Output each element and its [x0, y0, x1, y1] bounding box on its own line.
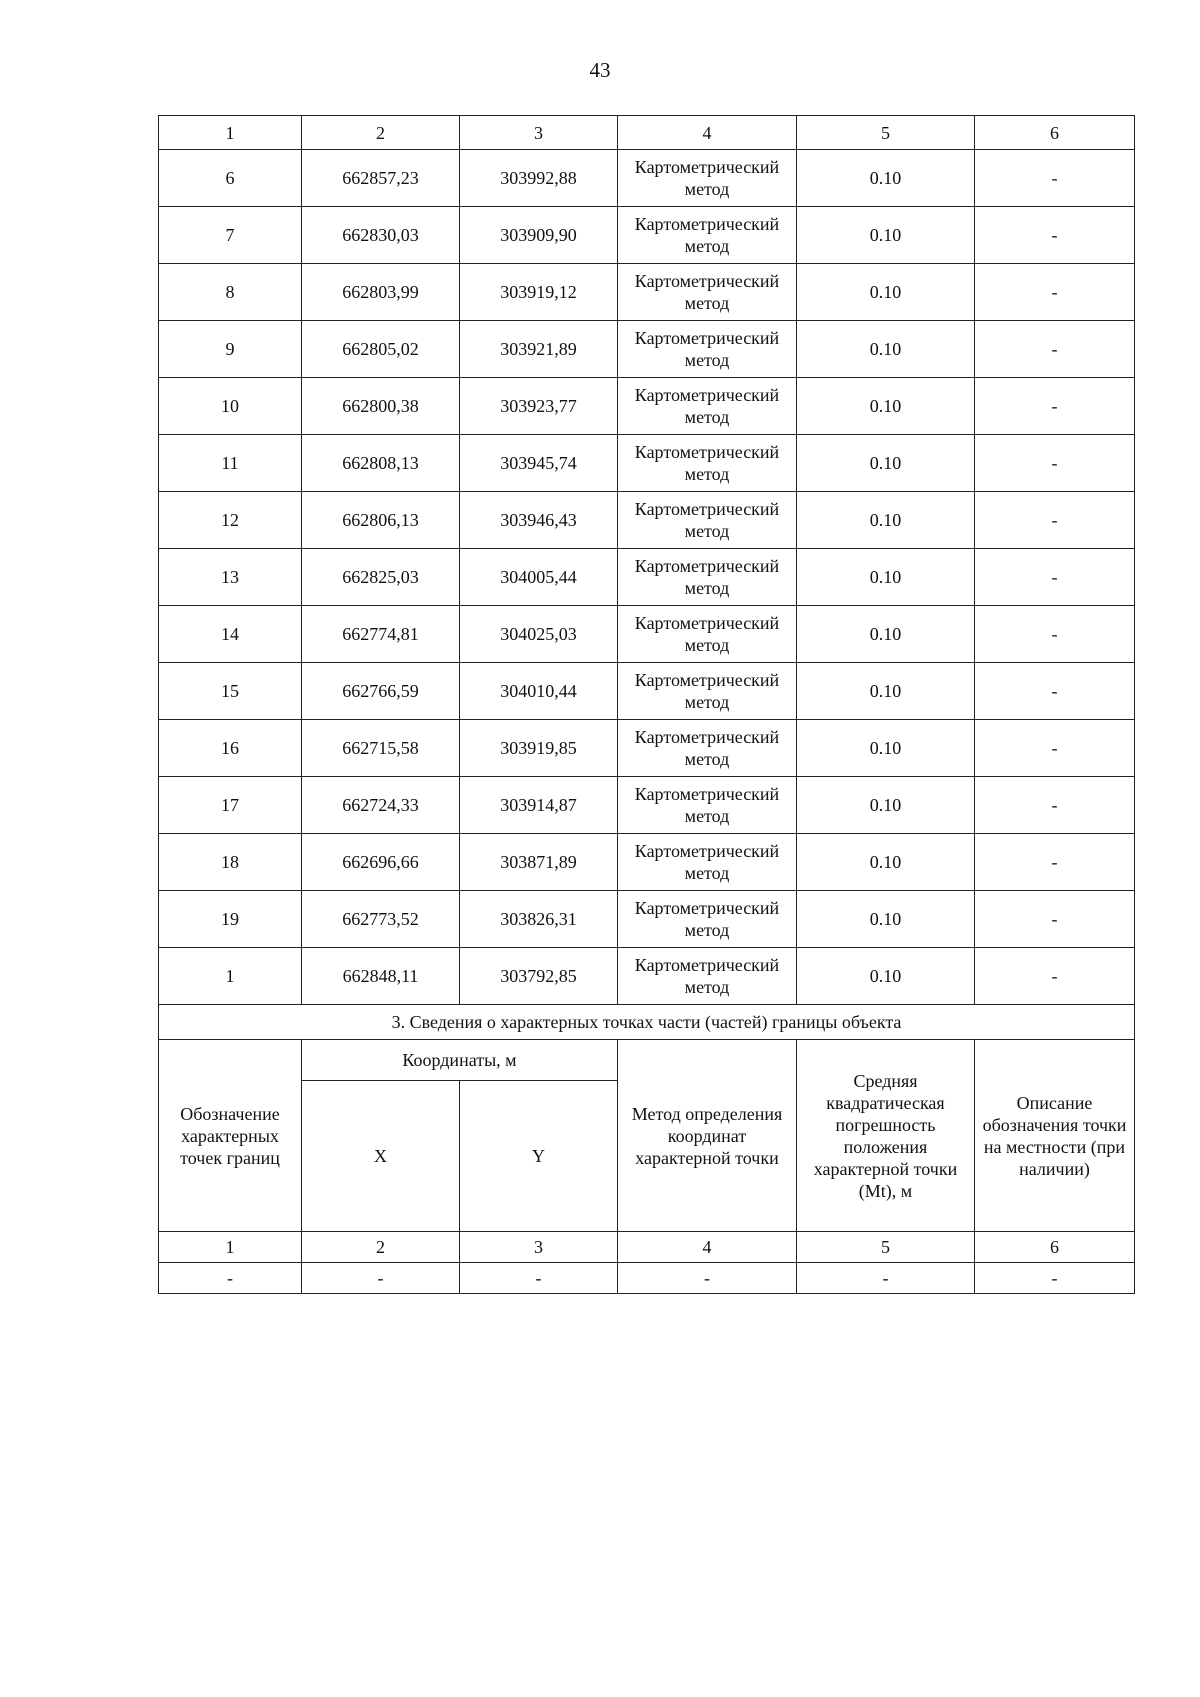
header-x: X [302, 1081, 460, 1232]
section3-title: 3. Сведения о характерных точках части (частей) границы объекта [159, 1005, 1135, 1040]
x-coordinate-cell: 662857,23 [302, 150, 460, 207]
accuracy-cell: 0.10 [797, 492, 975, 549]
accuracy-cell: 0.10 [797, 834, 975, 891]
x-coordinate-cell: 662773,52 [302, 891, 460, 948]
section3-header-row [159, 1040, 1135, 1081]
point-number-cell: 17 [159, 777, 302, 834]
column-number: 3 [460, 116, 618, 150]
page-number: 43 [589, 58, 611, 82]
table-row [159, 720, 1135, 777]
point-number-cell: 18 [159, 834, 302, 891]
y-coordinate-cell: 304010,44 [460, 663, 618, 720]
accuracy-cell: 0.10 [797, 378, 975, 435]
y-coordinate-cell: 304005,44 [460, 549, 618, 606]
point-number-cell: 14 [159, 606, 302, 663]
description-cell: - [975, 720, 1135, 777]
description-cell: - [975, 948, 1135, 1005]
x-coordinate-cell: 662830,03 [302, 207, 460, 264]
method-cell: Картометрический метод [618, 891, 797, 948]
section3-body [159, 1005, 1135, 1294]
header-description: Описание обозначения точки на местности (при наличии) [975, 1040, 1135, 1232]
description-cell: - [975, 777, 1135, 834]
accuracy-cell: 0.10 [797, 264, 975, 321]
y-coordinate-cell: 303946,43 [460, 492, 618, 549]
table-row [159, 606, 1135, 663]
point-number-cell: 15 [159, 663, 302, 720]
description-cell: - [975, 891, 1135, 948]
y-coordinate-cell: 303826,31 [460, 891, 618, 948]
table-row [159, 834, 1135, 891]
y-coordinate-cell: 303909,90 [460, 207, 618, 264]
x-coordinate-cell: 662774,81 [302, 606, 460, 663]
column-number: 1 [159, 116, 302, 150]
accuracy-cell: 0.10 [797, 663, 975, 720]
y-coordinate-cell: 303919,12 [460, 264, 618, 321]
method-cell: Картометрический метод [618, 948, 797, 1005]
description-cell: - [975, 150, 1135, 207]
method-cell: Картометрический метод [618, 150, 797, 207]
column-number: 6 [975, 1232, 1135, 1263]
description-cell: - [975, 264, 1135, 321]
method-cell: Картометрический метод [618, 720, 797, 777]
section3-empty-row [159, 1263, 1135, 1294]
column-number: 1 [159, 1232, 302, 1263]
x-coordinate-cell: 662848,11 [302, 948, 460, 1005]
header-y: Y [460, 1081, 618, 1232]
table-row [159, 435, 1135, 492]
x-coordinate-cell: 662803,99 [302, 264, 460, 321]
column-number: 4 [618, 1232, 797, 1263]
accuracy-cell: 0.10 [797, 891, 975, 948]
accuracy-cell: 0.10 [797, 948, 975, 1005]
column-number: 6 [975, 116, 1135, 150]
accuracy-cell: 0.10 [797, 207, 975, 264]
method-cell: Картометрический метод [618, 663, 797, 720]
point-number-cell: 10 [159, 378, 302, 435]
column-number: 2 [302, 116, 460, 150]
empty-cell: - [302, 1263, 460, 1294]
table-row [159, 948, 1135, 1005]
empty-cell: - [159, 1263, 302, 1294]
method-cell: Картометрический метод [618, 492, 797, 549]
accuracy-cell: 0.10 [797, 720, 975, 777]
x-coordinate-cell: 662808,13 [302, 435, 460, 492]
y-coordinate-cell: 303871,89 [460, 834, 618, 891]
column-number: 5 [797, 1232, 975, 1263]
point-number-cell: 6 [159, 150, 302, 207]
description-cell: - [975, 321, 1135, 378]
y-coordinate-cell: 303923,77 [460, 378, 618, 435]
y-coordinate-cell: 303921,89 [460, 321, 618, 378]
point-number-cell: 9 [159, 321, 302, 378]
x-coordinate-cell: 662766,59 [302, 663, 460, 720]
empty-cell: - [797, 1263, 975, 1294]
x-coordinate-cell: 662724,33 [302, 777, 460, 834]
method-cell: Картометрический метод [618, 264, 797, 321]
table-row [159, 663, 1135, 720]
description-cell: - [975, 549, 1135, 606]
point-number-cell: 19 [159, 891, 302, 948]
accuracy-cell: 0.10 [797, 150, 975, 207]
y-coordinate-cell: 303945,74 [460, 435, 618, 492]
y-coordinate-cell: 303914,87 [460, 777, 618, 834]
header-method: Метод определения координат характерной точки [618, 1040, 797, 1232]
description-cell: - [975, 207, 1135, 264]
boundary-points-table [158, 115, 1135, 1294]
x-coordinate-cell: 662805,02 [302, 321, 460, 378]
header-point-designation: Обозначение характерных точек границ [159, 1040, 302, 1232]
x-coordinate-cell: 662800,38 [302, 378, 460, 435]
column-number: 5 [797, 116, 975, 150]
table-row [159, 549, 1135, 606]
description-cell: - [975, 663, 1135, 720]
point-number-cell: 8 [159, 264, 302, 321]
accuracy-cell: 0.10 [797, 321, 975, 378]
table-row [159, 264, 1135, 321]
description-cell: - [975, 378, 1135, 435]
y-coordinate-cell: 303792,85 [460, 948, 618, 1005]
column-number: 2 [302, 1232, 460, 1263]
method-cell: Картометрический метод [618, 207, 797, 264]
method-cell: Картометрический метод [618, 378, 797, 435]
method-cell: Картометрический метод [618, 606, 797, 663]
point-number-cell: 13 [159, 549, 302, 606]
accuracy-cell: 0.10 [797, 549, 975, 606]
description-cell: - [975, 834, 1135, 891]
column-number: 3 [460, 1232, 618, 1263]
description-cell: - [975, 606, 1135, 663]
table-row [159, 492, 1135, 549]
table-body [159, 116, 1135, 1005]
header-coordinates: Координаты, м [302, 1040, 618, 1081]
empty-cell: - [618, 1263, 797, 1294]
header-accuracy: Средняя квадратическая погрешность положения характерной точки (Mt), м [797, 1040, 975, 1232]
y-coordinate-cell: 303919,85 [460, 720, 618, 777]
accuracy-cell: 0.10 [797, 777, 975, 834]
description-cell: - [975, 492, 1135, 549]
point-number-cell: 16 [159, 720, 302, 777]
accuracy-cell: 0.10 [797, 606, 975, 663]
y-coordinate-cell: 304025,03 [460, 606, 618, 663]
column-number-row [159, 116, 1135, 150]
section3-title-row [159, 1005, 1135, 1040]
x-coordinate-cell: 662696,66 [302, 834, 460, 891]
description-cell: - [975, 435, 1135, 492]
point-number-cell: 1 [159, 948, 302, 1005]
y-coordinate-cell: 303992,88 [460, 150, 618, 207]
table-row [159, 150, 1135, 207]
column-number: 4 [618, 116, 797, 150]
point-number-cell: 12 [159, 492, 302, 549]
x-coordinate-cell: 662715,58 [302, 720, 460, 777]
table-row [159, 891, 1135, 948]
accuracy-cell: 0.10 [797, 435, 975, 492]
table-row [159, 378, 1135, 435]
method-cell: Картометрический метод [618, 435, 797, 492]
section3-column-number-row [159, 1232, 1135, 1263]
table-row [159, 777, 1135, 834]
x-coordinate-cell: 662825,03 [302, 549, 460, 606]
method-cell: Картометрический метод [618, 549, 797, 606]
method-cell: Картометрический метод [618, 834, 797, 891]
method-cell: Картометрический метод [618, 777, 797, 834]
x-coordinate-cell: 662806,13 [302, 492, 460, 549]
point-number-cell: 7 [159, 207, 302, 264]
method-cell: Картометрический метод [618, 321, 797, 378]
point-number-cell: 11 [159, 435, 302, 492]
table-row [159, 207, 1135, 264]
empty-cell: - [460, 1263, 618, 1294]
table-row [159, 321, 1135, 378]
empty-cell: - [975, 1263, 1135, 1294]
